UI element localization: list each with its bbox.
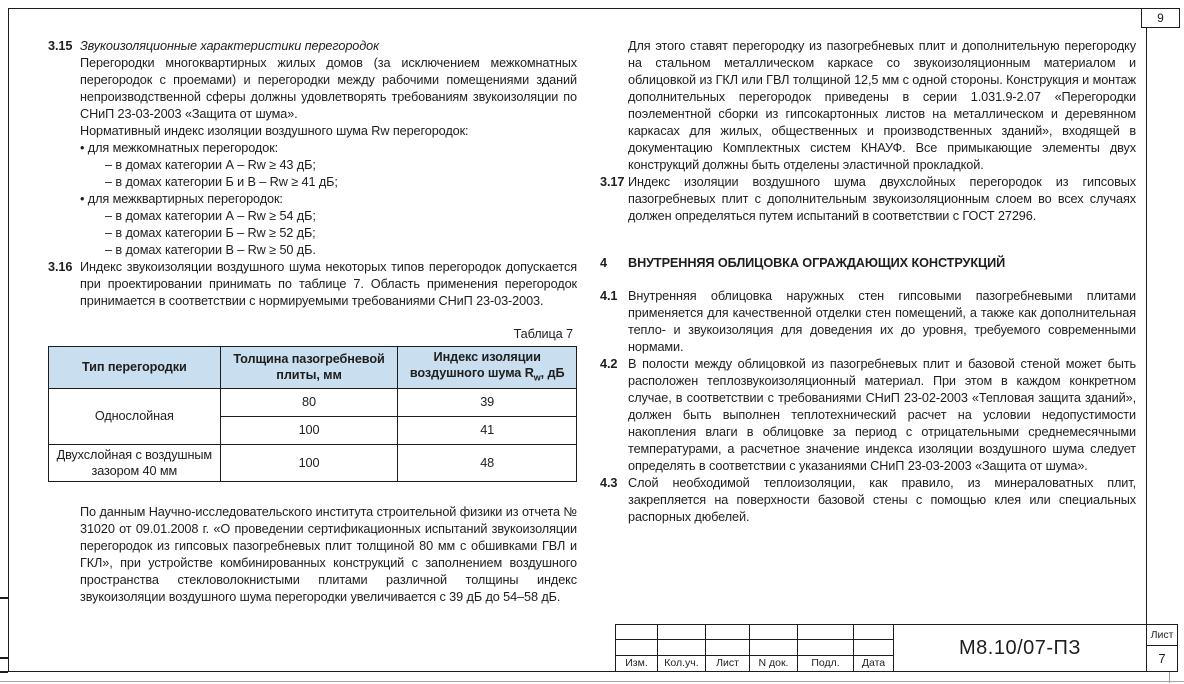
section-4-1 <box>600 288 1136 356</box>
bullet-item: – в домах категории Б – Rw ≥ 52 дБ; <box>105 226 316 240</box>
section-3-15-norm-line: Нормативный индекс изоляции воздушного шума Rw перегородок: <box>80 124 469 138</box>
table-header-index: Индекс изоляции воздушного шума $R_w$, дБ <box>398 347 577 389</box>
sheet-number-box <box>1147 624 1178 672</box>
title-block-grid <box>616 625 894 671</box>
bullet-item: – в домах категории А – Rw ≥ 54 дБ; <box>105 209 316 223</box>
right-column <box>600 38 1136 526</box>
section-4-title: ВНУТРЕННЯЯ ОБЛИЦОВКА ОГРАЖДАЮЩИХ КОНСТРУКЦИЙ <box>628 256 1006 270</box>
sheet-number-value: 7 <box>1158 651 1166 666</box>
research-note-paragraph: По данным Научно-исследовательского института строительной физики из отчета № 31020 от 09.01.2008 г. «О проведении сертификационных испытаний звукоизоляции перегородок из гипсовых пазогребневых плит толщиной 80 мм с обшивками ГВЛ и ГКЛ», при устройстве комбинированных конструкций с заполнением воздушного пространства стекловолокнистыми плитами различной толщины индекс звукоизоляции воздушного шума перегородки увеличивается с 39 дБ до 54–58 дБ. <box>80 504 577 604</box>
margin-tick-lower <box>0 657 8 659</box>
title-block-empty-cell <box>616 625 658 640</box>
section-number: 4 <box>600 256 607 270</box>
cell-type-double: Двухслойная с воздушным зазором 40 мм <box>49 444 221 481</box>
section-3-15 <box>48 38 577 259</box>
section-4-heading <box>600 255 1136 272</box>
section-4-2-paragraph: В полости между облицовкой из пазогребневых плит и базовой стеной может быть расположен теплозвукоизоляционный материал. При этом в каждом конкретном случае, в соответствии с требованиями СНиП 23-02-2003 «Тепловая защита зданий», должен быть выполнен теплотехнический расчет на условии недопустимости накопления влаги в облицовке за период с отрицательными среднемесячными температурами, а расчетное значение индекса изоляции воздушного шума следует определять в соответствии с указаниями СНиП 23-03-2003 «Защита от шума». <box>628 357 1136 473</box>
title-block-empty-cell <box>706 625 750 640</box>
section-4-3-paragraph: Слой необходимой теплоизоляции, как правило, из минераловатных плит, закрепляется на поверхности базовой стены с помощью клея или специальных распорных дюбелей. <box>628 476 1136 524</box>
title-block-empty-cell <box>616 640 658 655</box>
corner-sheet-number <box>1141 8 1180 28</box>
title-block-label-koluch: Кол.уч. <box>658 656 706 671</box>
title-block-label-ndok: N док. <box>750 656 798 671</box>
section-3-15-paragraph: Перегородки многоквартирных жилых домов (за исключением межкомнатных перегородок с проемами) и перегородки между рабочими помещениями зданий непроизводственной сферы должны удовлетворять требованиям звукоизоляции по СНиП 23-03-2003 «Защита от шума». <box>80 56 577 121</box>
cell-type-single: Однослойная <box>49 388 221 444</box>
table-row <box>49 444 577 481</box>
section-number: 4.3 <box>600 476 618 490</box>
fold-mark <box>1169 672 1170 683</box>
cell-index: 39 <box>398 388 577 416</box>
table-row <box>49 388 577 416</box>
table-header-row <box>49 347 577 389</box>
title-block-empty-cell <box>798 640 854 655</box>
section-number: 3.16 <box>48 260 73 274</box>
section-3-17 <box>600 174 1136 225</box>
document-code: М8.10/07-ПЗ <box>958 636 1081 659</box>
title-block-empty-cell <box>798 625 854 640</box>
continuation-text: Для этого ставят перегородку из пазогребневых плит и дополнительную перегородку на стальном металлическом каркасе со звукоизоляционным материалом и облицовкой из ГКЛ или ГВЛ толщиной 12,5 мм с одной стороны. Конструкция и монтаж дополнительных перегородок приведены в серии 1.031.9-2.07 «Перегородки поэлементной сборки из гипсокартонных листов на металлическом и деревянном каркасах для жилых, общественных и производственных зданий», входящей в документацию Комплектных систем КНАУФ. Все примыкающие элементы двух конструкций должны быть отделены эластичной прокладкой. <box>628 39 1136 172</box>
table-caption: Таблица 7 <box>513 327 573 341</box>
cell-thickness: 80 <box>220 388 398 416</box>
title-block <box>615 624 1147 672</box>
section-3-17-paragraph: Индекс изоляции воздушного шума двухслойных перегородок из гипсовых пазогребневых плит с дополнительным звукоизоляционным слоем во всех случаях должен определяться путем испытаний в соответствии с ГОСТ 27296. <box>628 175 1136 223</box>
margin-tick-upper <box>0 597 8 599</box>
table-header-type: Тип перегородки <box>49 347 221 389</box>
section-number: 4.1 <box>600 289 618 303</box>
sheet-bottom-edge <box>0 681 1184 682</box>
cell-index: 41 <box>398 416 577 444</box>
cell-index: 48 <box>398 444 577 481</box>
frame-bottom-extension <box>0 671 8 673</box>
section-3-15-heading: Звукоизоляционные характеристики перегородок <box>80 39 380 53</box>
title-block-empty-cell <box>658 625 706 640</box>
title-block-label-data: Дата <box>854 656 894 671</box>
title-block-label-izm: Изм. <box>616 656 658 671</box>
table-header-thickness: Толщина пазогребневой плиты, мм <box>220 347 398 389</box>
title-block-label-list: Лист <box>706 656 750 671</box>
section-number: 3.15 <box>48 39 73 53</box>
title-block-label-podl: Подл. <box>798 656 854 671</box>
title-block-empty-cell <box>854 625 894 640</box>
title-block-empty-cell <box>706 640 750 655</box>
cell-thickness: 100 <box>220 416 398 444</box>
section-4-3 <box>600 475 1136 526</box>
bullet-interapartment: • для межквартирных перегородок: <box>80 192 283 206</box>
title-block-empty-cell <box>750 640 798 655</box>
section-4-2 <box>600 356 1136 475</box>
bullet-item: – в домах категории В – Rw ≥ 50 дБ. <box>105 243 316 257</box>
table-7 <box>48 346 577 482</box>
title-block-empty-cell <box>750 625 798 640</box>
bullet-item: – в домах категории А – Rw ≥ 43 дБ; <box>105 158 316 172</box>
bullet-item: – в домах категории Б и В – Rw ≥ 41 дБ; <box>105 175 338 189</box>
section-4-1-paragraph: Внутренняя облицовка наружных стен гипсовыми пазогребневыми плитами применяется для качественной отделки стен помещений, а также как дополнительная тепло- и звукоизоляция для доведения их до уровня, требуемого современными нормами. <box>628 289 1136 354</box>
section-3-16 <box>48 259 577 310</box>
sheet-label: Лист <box>1147 625 1177 646</box>
continuation-paragraph <box>600 38 1136 174</box>
section-3-16-paragraph: Индекс звукоизоляции воздушного шума некоторых типов перегородок допускается при проектировании принимать по таблице 7. Область применения перегородок принимается в соответствии с нормируемыми требованиями СНиП 23-03-2003. <box>80 260 577 308</box>
cell-thickness: 100 <box>220 444 398 481</box>
title-block-empty-cell <box>658 640 706 655</box>
section-number: 3.17 <box>600 175 625 189</box>
title-block-empty-cell <box>854 640 894 655</box>
corner-sheet-number-value: 9 <box>1157 11 1164 25</box>
left-column <box>48 38 577 606</box>
bullet-interroom: • для межкомнатных перегородок: <box>80 141 279 155</box>
section-number: 4.2 <box>600 357 618 371</box>
